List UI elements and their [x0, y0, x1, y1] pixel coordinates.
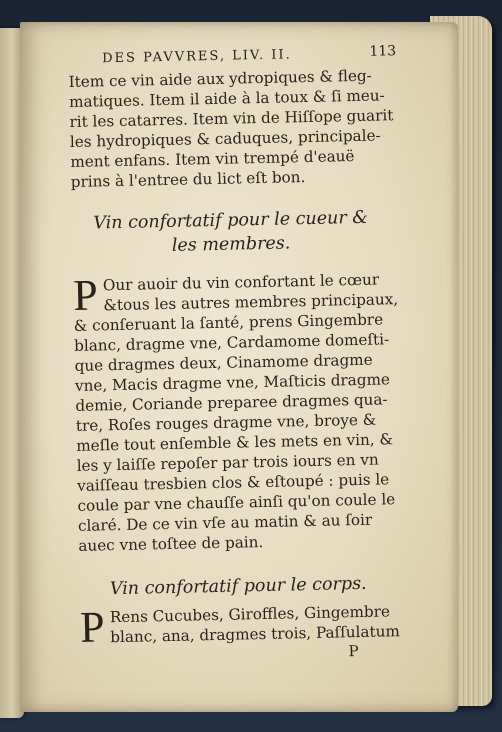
text-line: blanc, dragme vne, Cardamome domeſti-	[74, 330, 390, 355]
page-text	[68, 43, 399, 666]
text-line: demie, Coriande preparee dragmes qua-	[75, 390, 388, 415]
paragraph-1	[68, 65, 394, 192]
paragraph-2	[73, 269, 397, 556]
running-title: DES PAVVRES, LIV. II.	[102, 47, 292, 67]
text-line: vaiſſeau tresbien clos & eſtoupé : puis le	[76, 470, 390, 495]
text-line: &tous les autres membres principaux,	[103, 290, 399, 315]
heading-line: Vin confortatif pour le corps.	[109, 573, 367, 600]
section-heading-2	[79, 571, 397, 602]
text-line: Our auoir du vin confortant le cœur	[102, 270, 380, 295]
text-line: tre, Roſes rouges dragme vne, broye &	[75, 410, 377, 435]
book-page	[20, 22, 458, 712]
text-line: rit les catarres. Item vin de Hiſſope guarit	[69, 106, 394, 131]
heading-line: les membres.	[171, 233, 291, 256]
drop-cap-initial: P	[72, 270, 99, 320]
text-line: Item ce vin aide aux ydropiques & fleg-	[68, 66, 372, 91]
text-line: ment enfans. Item vin trempé d'eauë	[70, 147, 355, 171]
text-line: coule par vne chauſſe ainſi qu'on coule le	[77, 490, 396, 515]
text-line: Rens Cucubes, Giroffles, Gingembre	[109, 602, 391, 627]
signature-mark: P	[348, 642, 359, 661]
text-line: claré. De ce vin vſe au matin & au ſoir	[77, 510, 373, 535]
text-line: que dragmes deux, Cinamome dragme	[74, 350, 373, 375]
section-heading-1	[71, 205, 390, 260]
text-line: vne, Macis dragme vne, Maſticis dragme	[74, 370, 391, 395]
text-line: auec vne toſtee de pain.	[78, 533, 264, 555]
text-line: prins à l'entree du lict eſt bon.	[70, 168, 306, 191]
text-line: & conſeruant la ſanté, prens Gingembre	[73, 310, 384, 335]
text-line: matiques. Item il aide à la toux & ſi meu-	[68, 86, 385, 111]
drop-cap-initial: P	[79, 602, 106, 652]
text-line: meſle tout enſemble & les mets en vin, &	[76, 430, 394, 455]
text-line: les hydropiques & caduques, principale-	[69, 126, 381, 151]
heading-line: Vin confortatif pour le cueur &	[93, 207, 369, 234]
paragraph-3	[79, 601, 400, 652]
text-line: blanc, ana, dragmes trois, Paſſulatum	[110, 622, 400, 647]
text-line: les y laiſſe repoſer par trois iours en vn	[76, 450, 379, 475]
page-number: 113	[369, 43, 397, 60]
